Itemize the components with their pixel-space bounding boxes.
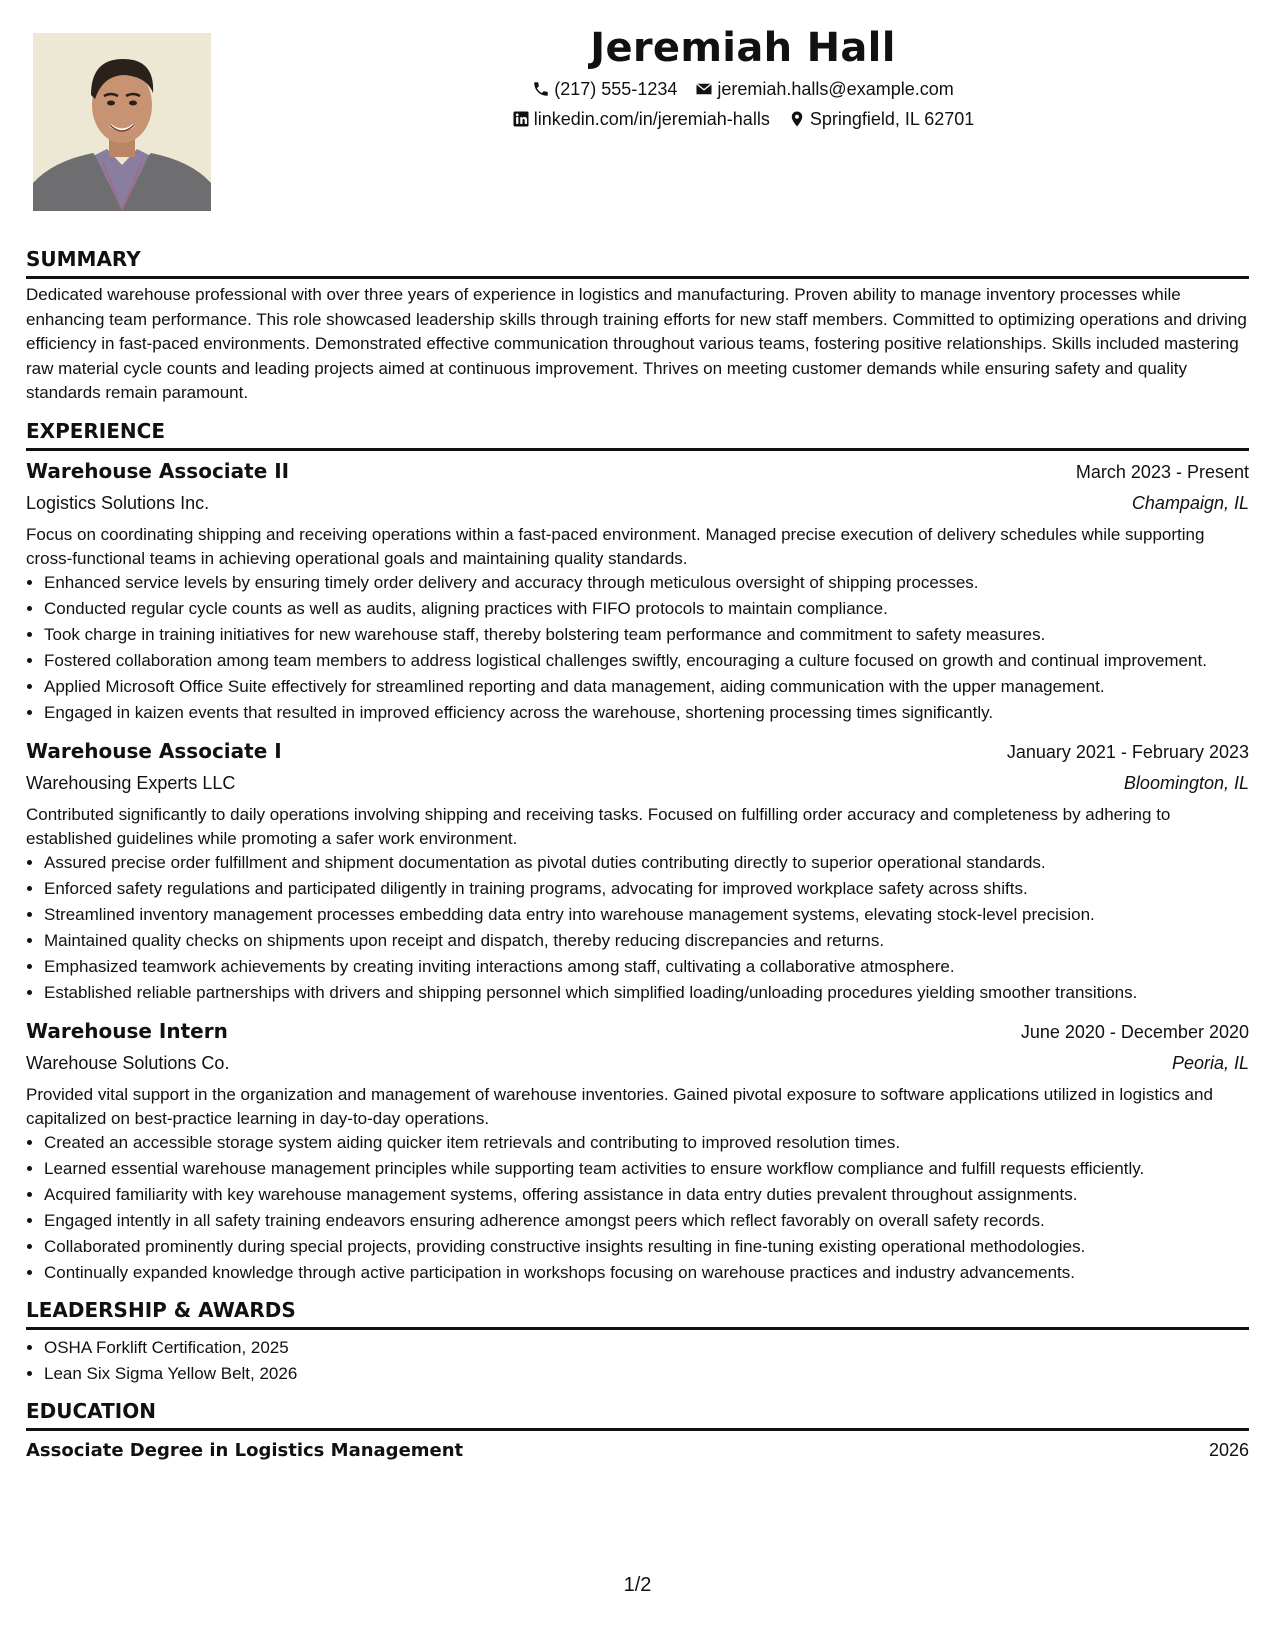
list-item: • Created an accessible storage system aiding quicker item retrievals and contributing to improved resolution times. xyxy=(44,1131,1249,1155)
list-item: • Fostered collaboration among team members to address logistical challenges swiftly, encouraging a culture focused on growth and continual improvement. xyxy=(44,649,1249,673)
profile-photo xyxy=(33,33,211,211)
summary-section xyxy=(26,244,1249,406)
job-company: Logistics Solutions Inc. xyxy=(26,492,210,513)
job-description: Contributed significantly to daily operations involving shipping and receiving tasks. Focused on fulfilling order accuracy and completeness by adhering to established guidelines while promoting a safer work environment. xyxy=(26,804,1171,848)
location-text: Springfield, IL 62701 xyxy=(809,109,975,129)
job-location: Peoria, IL xyxy=(1171,1052,1249,1073)
education-section xyxy=(26,1396,1249,1466)
contact-line-2 xyxy=(211,104,1275,134)
page-number: 1/2 xyxy=(623,1574,652,1596)
list-item: • Lean Six Sigma Yellow Belt, 2026 xyxy=(44,1362,1249,1386)
job-title: Warehouse Associate II xyxy=(26,458,290,483)
contact-phone xyxy=(532,74,677,104)
map-pin-icon xyxy=(788,110,806,128)
list-item: • Acquired familiarity with key warehouse management systems, offering assistance in data entry duties prevalent throughout assignments. xyxy=(44,1183,1249,1207)
portrait-illustration xyxy=(33,33,211,211)
job-entry xyxy=(26,1015,1249,1285)
phone-text: (217) 555-1234 xyxy=(554,79,678,99)
job-company: Warehouse Solutions Co. xyxy=(26,1052,230,1073)
job-location: Champaign, IL xyxy=(1131,492,1249,513)
job-location: Bloomington, IL xyxy=(1123,772,1249,793)
resume-body xyxy=(26,244,1249,1476)
leadership-heading: LEADERSHIP & AWARDS xyxy=(26,1295,1249,1330)
job-entry xyxy=(26,735,1249,1005)
list-item: • Engaged in kaizen events that resulted in improved efficiency across the warehouse, shortening processing times significantly. xyxy=(44,701,1249,725)
contact-linkedin[interactable] xyxy=(512,104,770,134)
job-title: Warehouse Associate I xyxy=(26,738,282,763)
job-dates: January 2021 - February 2023 xyxy=(1006,741,1249,762)
list-item: • Applied Microsoft Office Suite effectively for streamlined reporting and data management, aiding communication with the upper management. xyxy=(44,675,1249,699)
resume-header xyxy=(211,22,1275,134)
list-item: • Enforced safety regulations and participated diligently in training programs, advocating for improved workplace safety across shifts. xyxy=(44,877,1249,901)
list-item: • Streamlined inventory management processes embedding data entry into warehouse management systems, elevating stock-level precision. xyxy=(44,903,1249,927)
experience-section xyxy=(26,416,1249,1285)
job-entry xyxy=(26,455,1249,725)
contact-location xyxy=(788,104,974,134)
job-description: Focus on coordinating shipping and receiving operations within a fast-paced environment. Managed precise execution of delivery schedules while supporting cross-functional teams in achieving operational goals and maintaining quality standards. xyxy=(26,524,1205,568)
job-dates: June 2020 - December 2020 xyxy=(1020,1021,1249,1042)
job-dates: March 2023 - Present xyxy=(1075,461,1249,482)
leadership-list xyxy=(26,1336,1249,1386)
contact-email[interactable] xyxy=(695,74,953,104)
email-text[interactable]: jeremiah.halls@example.com xyxy=(717,79,954,99)
education-heading: EDUCATION xyxy=(26,1396,1249,1431)
list-item: • Emphasized teamwork achievements by creating inviting interactions among staff, cultivating a collaborative atmosphere. xyxy=(44,955,1249,979)
list-item: • Collaborated prominently during special projects, providing constructive insights resulting in fine-tuning existing operational methodologies. xyxy=(44,1235,1249,1259)
list-item: • Took charge in training initiatives for new warehouse staff, thereby bolstering team performance and commitment to safety measures. xyxy=(44,623,1249,647)
experience-heading: EXPERIENCE xyxy=(26,416,1249,451)
job-bullets xyxy=(26,851,1249,1005)
job-company: Warehousing Experts LLC xyxy=(26,772,236,793)
list-item: • Learned essential warehouse management principles while supporting team activities to ensure workflow compliance and fulfill requests efficiently. xyxy=(44,1157,1249,1181)
list-item: • Engaged intently in all safety training endeavors ensuring adherence amongst peers which reflect favorably on overall safety records. xyxy=(44,1209,1249,1233)
linkedin-text[interactable]: linkedin.com/in/jeremiah-halls xyxy=(533,109,770,129)
contact-line-1 xyxy=(211,74,1275,104)
linkedin-icon xyxy=(512,110,530,128)
list-item: • Enhanced service levels by ensuring timely order delivery and accuracy through meticulous oversight of shipping processes. xyxy=(44,571,1249,595)
phone-icon xyxy=(532,80,550,98)
summary-heading: SUMMARY xyxy=(26,244,1249,279)
list-item: • Established reliable partnerships with drivers and shipping personnel which simplified loading/unloading procedures yielding smoother transitions. xyxy=(44,981,1249,1005)
list-item: • Conducted regular cycle counts as well as audits, aligning practices with FIFO protocols to maintain compliance. xyxy=(44,597,1249,621)
list-item: • OSHA Forklift Certification, 2025 xyxy=(44,1336,1249,1360)
job-description: Provided vital support in the organization and management of warehouse inventories. Gained pivotal exposure to software applications utilized in logistics and capitalized on best-practice learning in day-to-day operations. xyxy=(26,1084,1213,1128)
job-title: Warehouse Intern xyxy=(26,1018,228,1043)
job-bullets xyxy=(26,571,1249,725)
candidate-name: Jeremiah Hall xyxy=(590,25,896,71)
leadership-section xyxy=(26,1295,1249,1386)
job-bullets xyxy=(26,1131,1249,1285)
summary-text: Dedicated warehouse professional with over three years of experience in logistics and manufacturing. Proven ability to manage inventory processes while enhancing team performance. This role showcased leadership skills through training efforts for new staff members. Committed to optimizing operations and driving efficiency in fast-paced environments. Demonstrated effective communication throughout various teams, fostering positive relationships. Skills included mastering raw material cycle counts and leading projects aimed at continuous improvement. Thrives on meeting customer demands while ensuring safety and quality standards remain paramount. xyxy=(26,285,1247,402)
list-item: • Maintained quality checks on shipments upon receipt and dispatch, thereby reducing discrepancies and returns. xyxy=(44,929,1249,953)
education-degree: Associate Degree in Logistics Management xyxy=(26,1439,464,1461)
list-item: • Continually expanded knowledge through active participation in workshops focusing on warehouse practices and industry advancements. xyxy=(44,1261,1249,1285)
list-item: • Assured precise order fulfillment and shipment documentation as pivotal duties contributing directly to superior operational standards. xyxy=(44,851,1249,875)
envelope-icon xyxy=(695,80,713,98)
education-year: 2026 xyxy=(1208,1439,1249,1460)
